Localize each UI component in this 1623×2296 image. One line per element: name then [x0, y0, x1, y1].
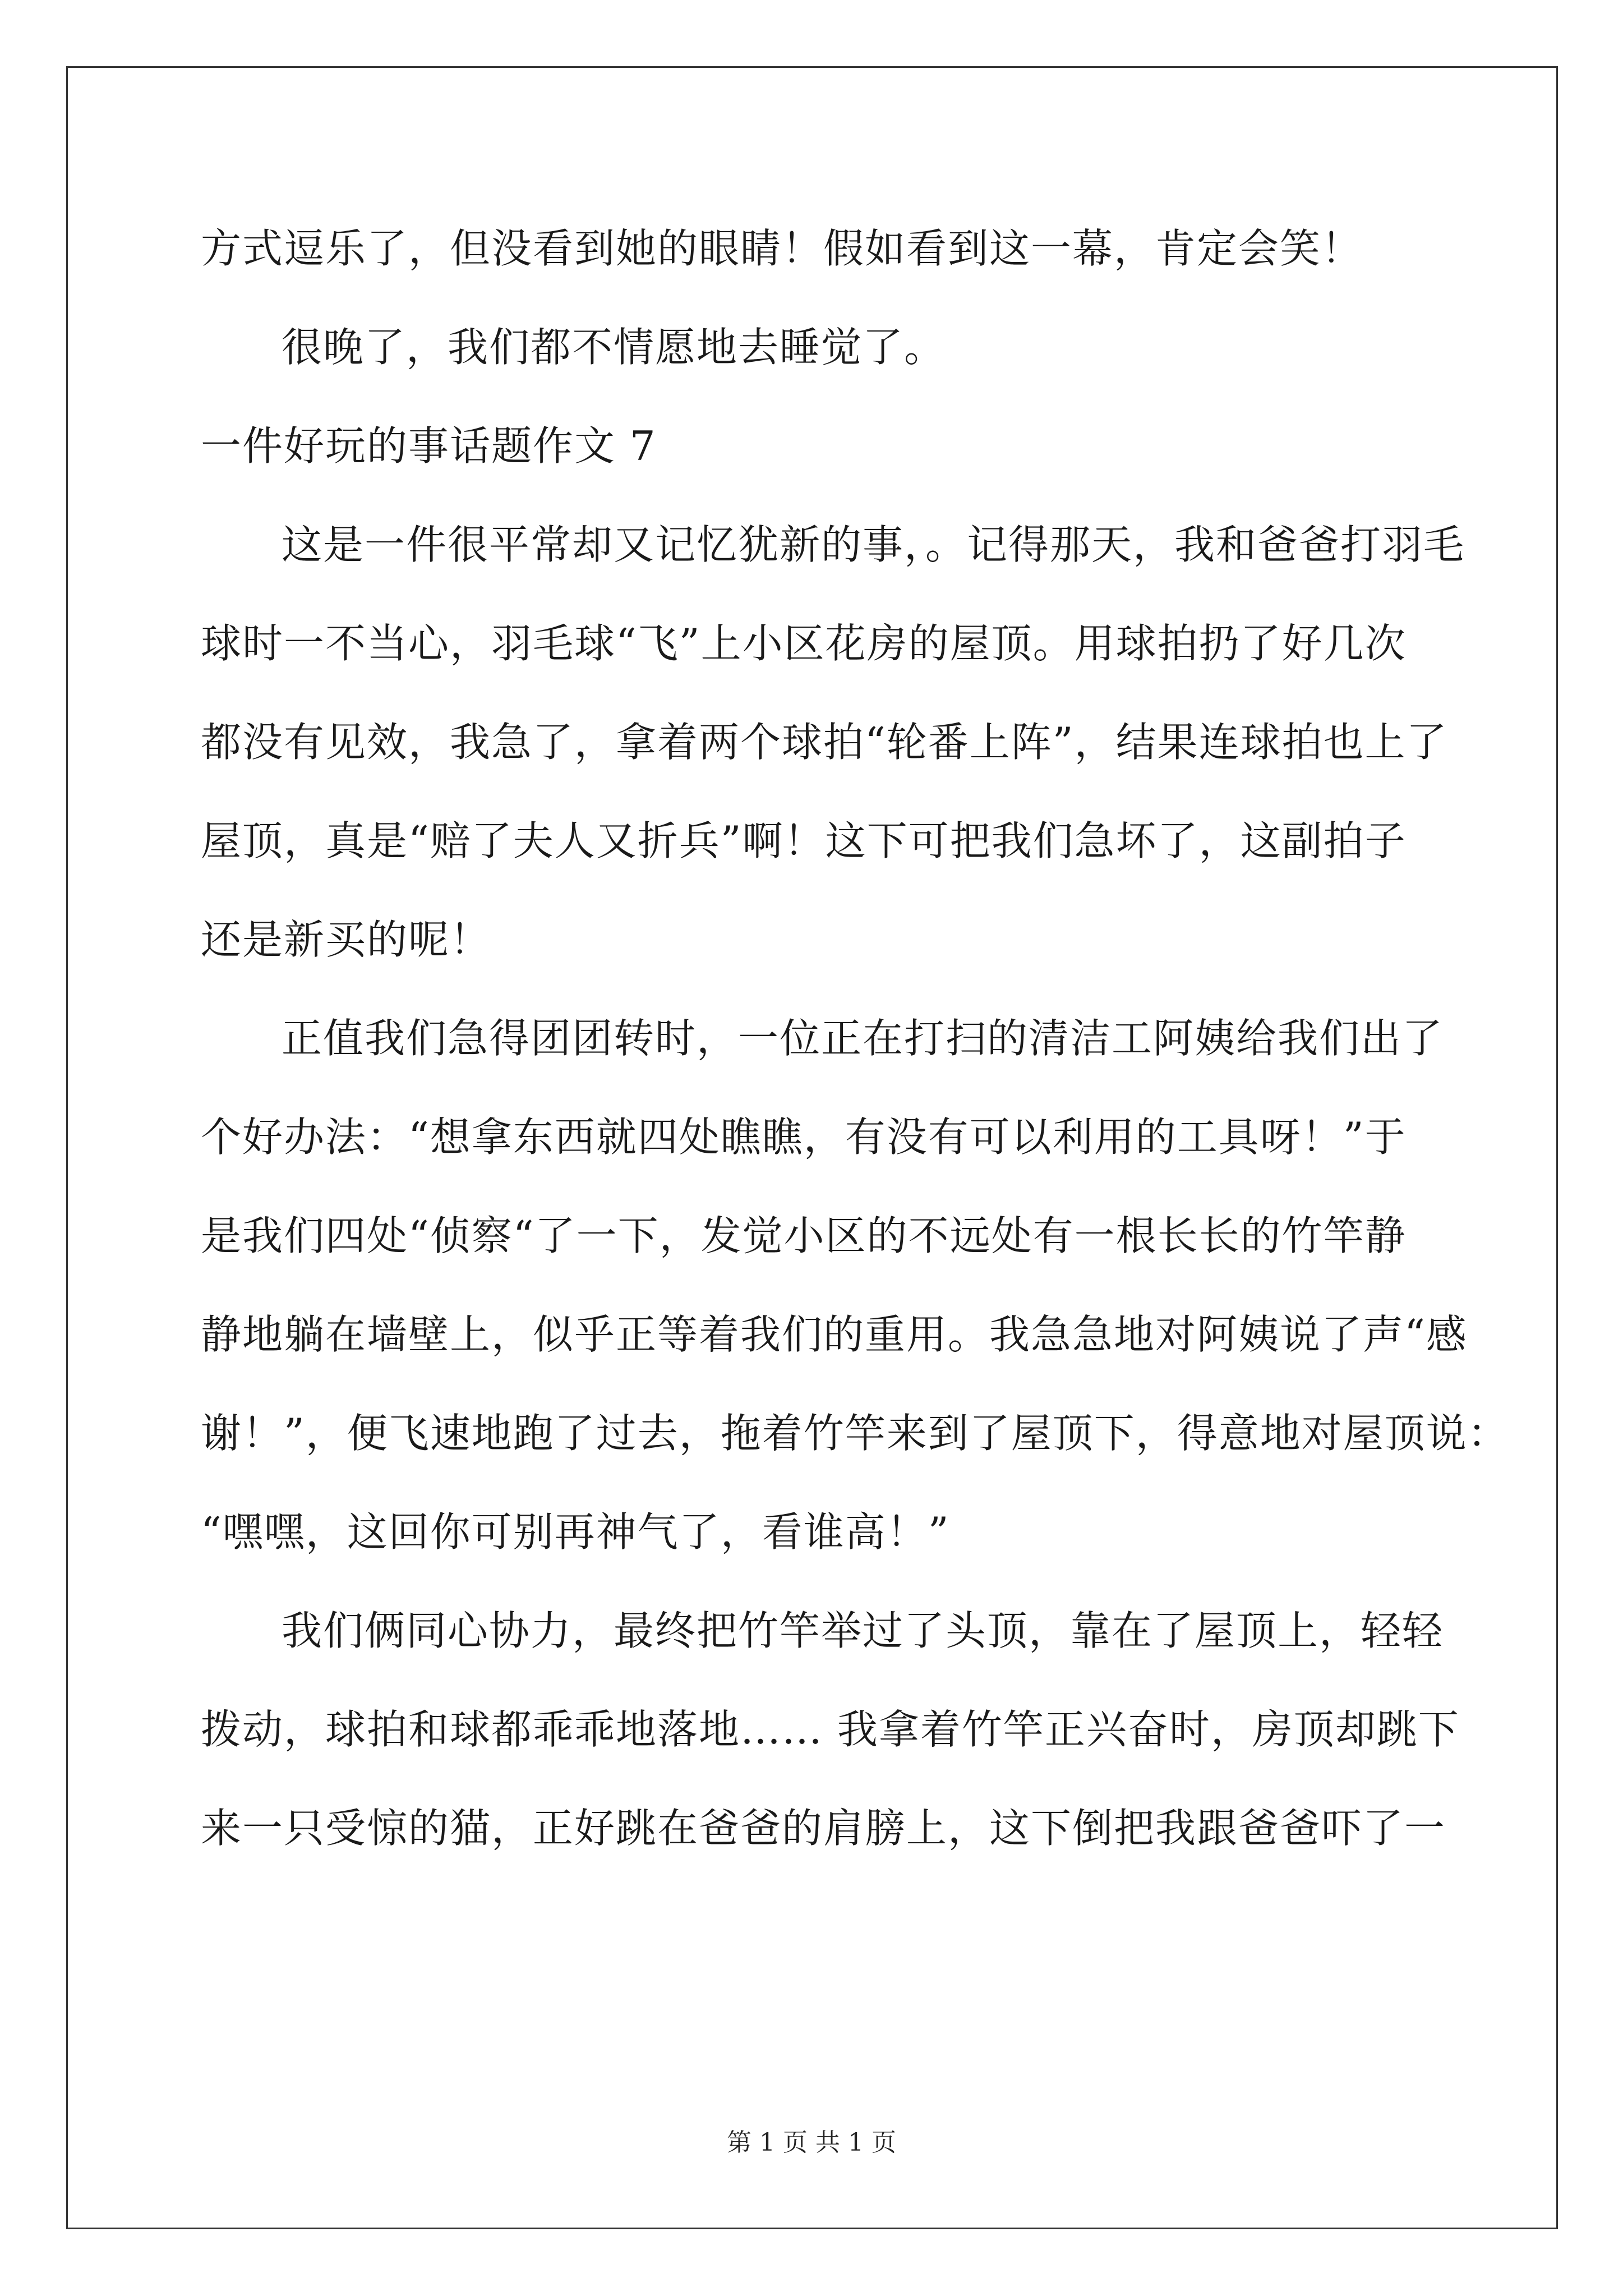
section-heading: 一件好玩的事话题作文 7 — [201, 422, 657, 470]
text-line: “嘿嘿，这回你可别再神气了，看谁高！” — [201, 1508, 950, 1556]
text-line: 还是新买的呢！ — [201, 916, 492, 963]
text-line: 是我们四处“侦察“了一下，发觉小区的不远处有一根长长的竹竿静 — [201, 1212, 1407, 1259]
text-line: 个好办法：“想拿东西就四处瞧瞧，有没有可以利用的工具呀！”于 — [201, 1114, 1407, 1161]
text-line: 方式逗乐了，但没看到她的眼睛！假如看到这一幕，肯定会笑！ — [201, 225, 1363, 272]
text-line: 拨动，球拍和球都乖乖地落地…… 我拿着竹竿正兴奋时，房顶却跳下 — [201, 1706, 1460, 1753]
text-line: 屋顶，真是“赔了夫人又折兵”啊！这下可把我们急坏了，这副拍子 — [201, 817, 1407, 864]
text-line: 谢！”，便飞速地跑了过去，拖着竹竿来到了屋顶下，得意地对屋顶说： — [201, 1410, 1509, 1457]
page-footer: 第 1 页 共 1 页 — [727, 2128, 896, 2157]
text-line: 正值我们急得团团转时，一位正在打扫的清洁工阿姨给我们出了 — [282, 1015, 1444, 1062]
text-line: 都没有见效，我急了，拿着两个球拍“轮番上阵”，结果连球拍也上了 — [201, 719, 1448, 766]
text-line: 这是一件很平常却又记忆犹新的事，。记得那天，我和爸爸打羽毛 — [282, 521, 1465, 568]
text-line: 球时一不当心，羽毛球“飞”上小区花房的屋顶。用球拍扔了好几次 — [201, 620, 1407, 667]
text-line: 来一只受惊的猫，正好跳在爸爸的肩膀上，这下倒把我跟爸爸吓了一 — [201, 1805, 1446, 1852]
text-line: 很晚了，我们都不情愿地去睡觉了。 — [282, 324, 946, 371]
text-line: 静地躺在墙壁上，似乎正等着我们的重用。我急急地对阿姨说了声“感 — [201, 1311, 1468, 1358]
text-line: 我们俩同心协力，最终把竹竿举过了头顶，靠在了屋顶上，轻轻 — [282, 1607, 1444, 1654]
